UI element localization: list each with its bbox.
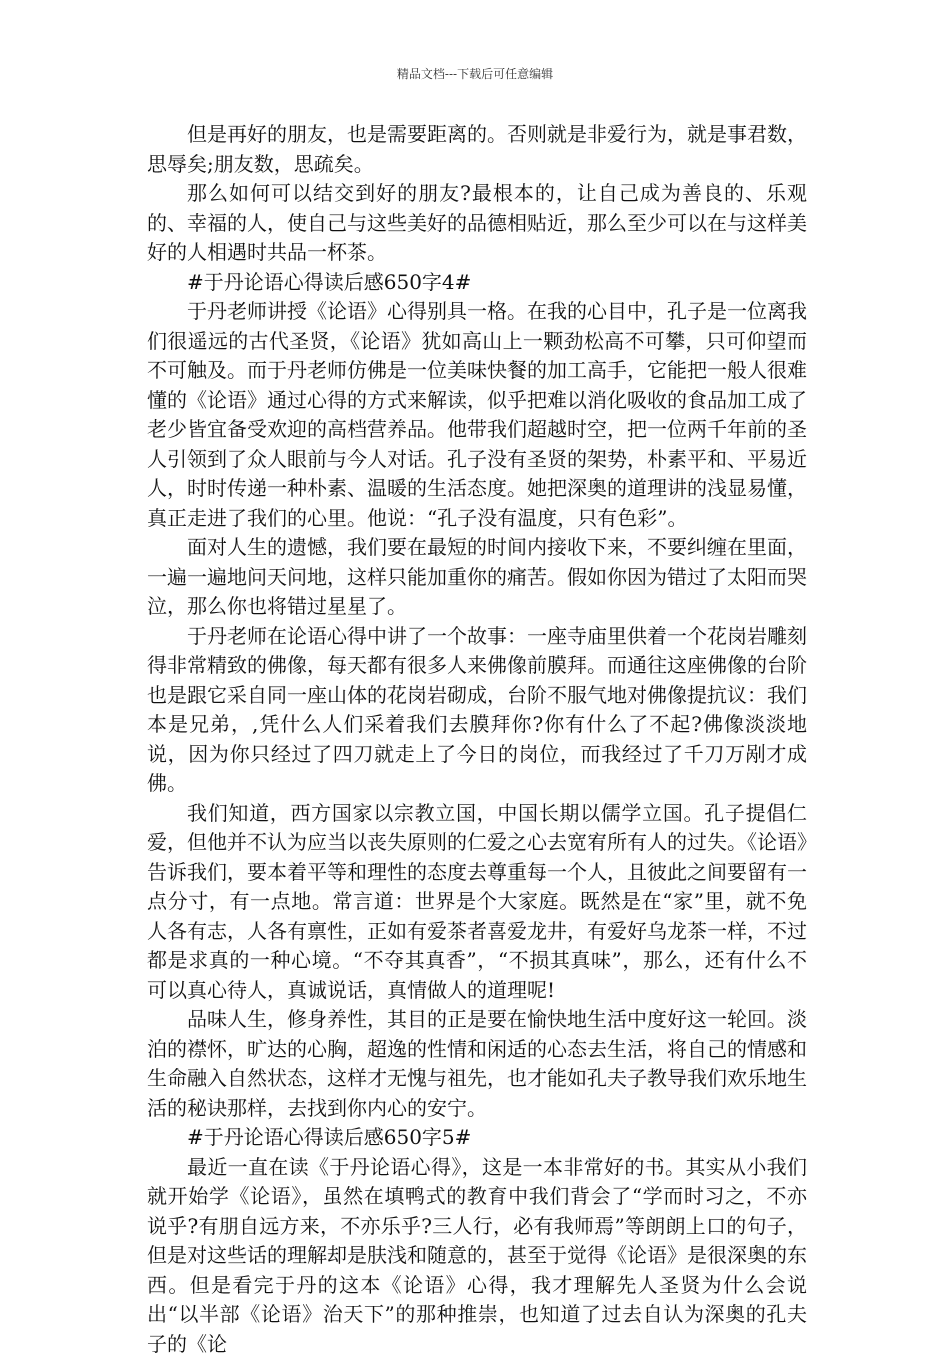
- paragraph-6: 我们知道，西方国家以宗教立国，中国长期以儒学立国。孔子提倡仁爱，但他并不认为应当以丧失原则的仁爱之心去宽宥所有人的过失。《论语》告诉我们，要本着平等和理性的态度去尊重每一个人，且彼此之间要留有一点分寸，有一点地。常言道：世界是个大家庭。既然是在“家”里，就不免人各有志，人各有禀性，正如有爱茶者喜爱龙井，有爱好乌龙茶一样，不过都是求真的一种心境。“不夺其真香”，“不损其真味”，那么，还有什么不可以真心待人，真诚说话，真情做人的道理呢!: [147, 799, 807, 1006]
- page-header: 精品文档---下载后可任意编辑: [0, 66, 950, 82]
- document-body: [147, 120, 807, 1359]
- paragraph-4: 面对人生的遗憾，我们要在最短的时间内接收下来，不要纠缠在里面，一遍一遍地问天问地，这样只能加重你的痛苦。假如你因为错过了太阳而哭泣，那么你也将错过星星了。: [147, 533, 807, 622]
- paragraph-3: 于丹老师讲授《论语》心得别具一格。在我的心目中，孔子是一位离我们很遥远的古代圣贤，《论语》犹如高山上一颗劲松高不可攀，只可仰望而不可触及。而于丹老师仿佛是一位美味快餐的加工高手，它能把一般人很难懂的《论语》通过心得的方式来解读，似乎把难以消化吸收的食品加工成了老少皆宜备受欢迎的高档营养品。他带我们超越时空，把一位两千年前的圣人引领到了众人眼前与今人对话。孔子没有圣贤的架势，朴素平和、平易近人，时时传递一种朴素、温暖的生活态度。她把深奥的道理讲的浅显易懂，真正走进了我们的心里。他说：“孔子没有温度，只有色彩”。: [147, 297, 807, 533]
- paragraph-2: 那么如何可以结交到好的朋友?最根本的，让自己成为善良的、乐观的、幸福的人，使自己与这些美好的品德相贴近，那么至少可以在与这样美好的人相遇时共品一杯茶。: [147, 179, 807, 268]
- section-heading-4: #于丹论语心得读后感650字4#: [147, 268, 807, 298]
- paragraph-5: 于丹老师在论语心得中讲了一个故事：一座寺庙里供着一个花岗岩雕刻得非常精致的佛像，每天都有很多人来佛像前膜拜。而通往这座佛像的台阶也是跟它采自同一座山体的花岗岩砌成，台阶不服气地对佛像提抗议：我们本是兄弟，,凭什么人们采着我们去膜拜你?你有什么了不起?佛像淡淡地说，因为你只经过了四刀就走上了今日的岗位，而我经过了千刀万剐才成佛。: [147, 622, 807, 799]
- paragraph-7: 品味人生，修身养性，其目的正是要在愉快地生活中度好这一轮回。淡泊的襟怀，旷达的心胸，超逸的性情和闲适的心态去生活，将自己的情感和生命融入自然状态，这样才无愧与祖先，也才能如孔夫子教导我们欢乐地生活的秘诀那样，去找到你内心的安宁。: [147, 1005, 807, 1123]
- paragraph-8: 最近一直在读《于丹论语心得》，这是一本非常好的书。其实从小我们就开始学《论语》，虽然在填鸭式的教育中我们背会了“学而时习之，不亦说乎?有朋自远方来，不亦乐乎?三人行，必有我师焉”等朗朗上口的句子，但是对这些话的理解却是肤浅和随意的，甚至于觉得《论语》是很深奥的东西。但是看完于丹的这本《论语》心得，我才理解先人圣贤为什么会说出“以半部《论语》治天下”的那种推崇，也知道了过去自认为深奥的孔夫子的《论: [147, 1153, 807, 1359]
- section-heading-5: #于丹论语心得读后感650字5#: [147, 1123, 807, 1153]
- paragraph-1: 但是再好的朋友，也是需要距离的。否则就是非爱行为，就是事君数，思辱矣;朋友数，思疏矣。: [147, 120, 807, 179]
